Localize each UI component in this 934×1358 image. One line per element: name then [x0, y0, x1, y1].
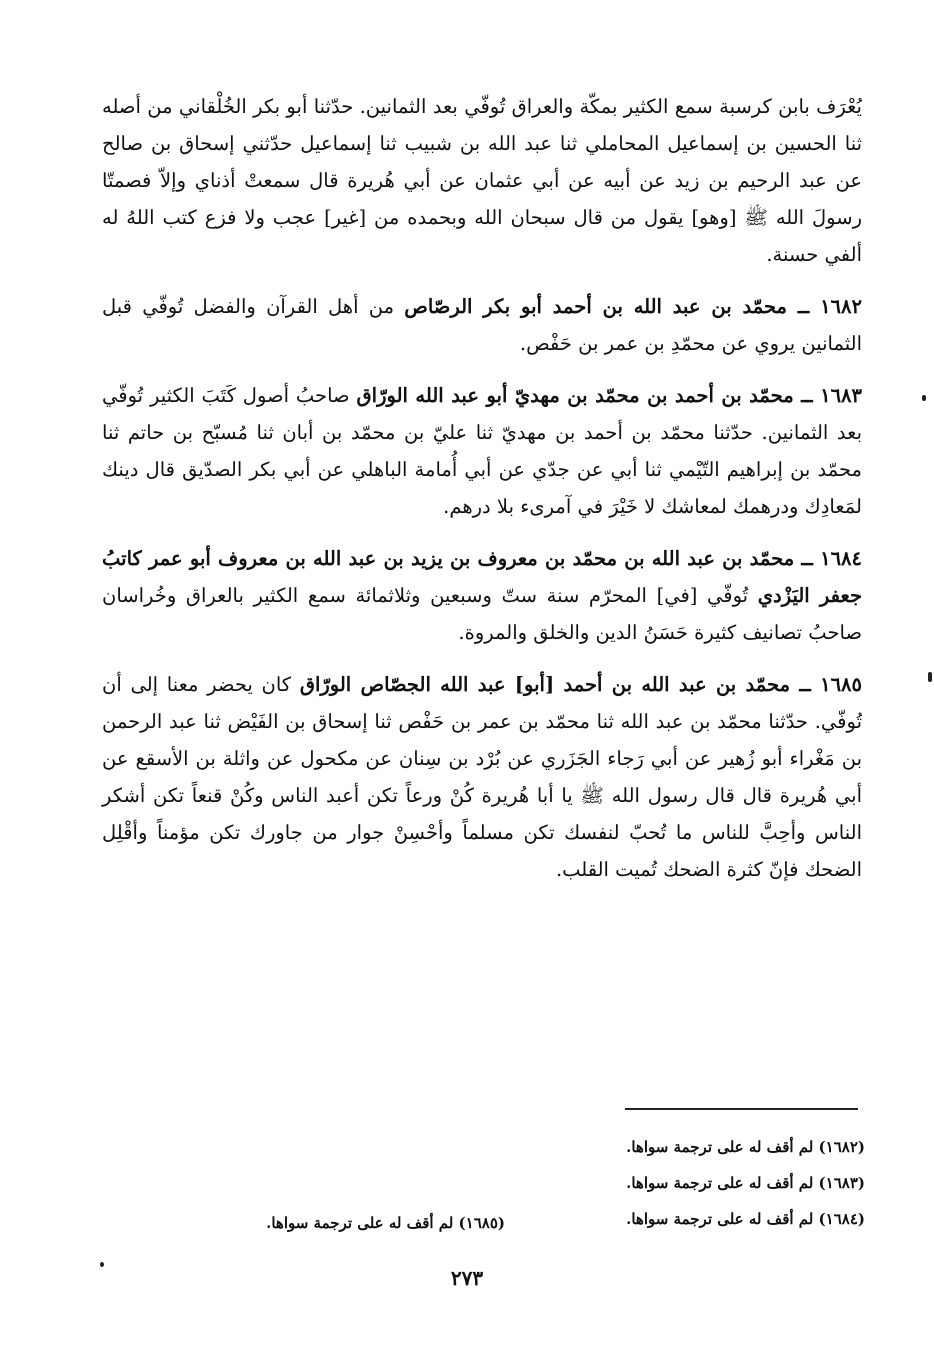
- entry-text: صاحبُ أصول كَتَبَ الكثير تُوفّي بعد الثمانين. حدّثنا محمّد بن أحمد بن مهديّ ثنا عليّ بن محمّد بن أبان ثنا مُسبّح بن حاتم ثنا محمّد بن إبراهيم التّيْمي ثنا أبي عن جدّي عن أبي أُمامة الباهلي عن أبي بكر الصدّيق قال دينك لمَعادِك ودرهمك لمعاشك لا خَيْرَ في آمرىء بلا درهم.: [102, 384, 862, 518]
- page-number: ٢٧٣: [450, 1266, 484, 1290]
- footnote-1683: (١٦٨٣) لم أقف له على ترجمة سواها.: [626, 1174, 865, 1192]
- entry-text: يُعْرَف بابن كرسبة سمع الكثير بمكّة والعراق تُوفّي بعد الثمانين. حدّثنا أبو بكر الخُلْقاني من أصله ثنا الحسين بن إسماعيل المحاملي ثنا عبد الله بن شبيب ثنا إسماعيل حدّثني إسحاق بن صالح عن عبد الرحيم بن زيد عن أبيه عن أبي عثمان عن أبي هُريرة قال سمعتْ أذناي وإلاّ فصمتّا رسولَ الله ﷺ [وهو] يقول من قال سبحان الله وبحمده من [غير] عجب ولا فزع كتب اللهُ له ألفي حسنة.: [102, 95, 862, 266]
- entry-heading: ١٦٨٤ ــ محمّد بن عبد الله بن محمّد بن معروف بن يزيد بن عبد الله بن معروف أبو عمر كاتبُ جعفر اليَزْدي: [102, 547, 863, 607]
- scan-speck: [100, 1262, 104, 1267]
- scan-speck: [922, 395, 926, 401]
- entry-1684: [102, 540, 862, 651]
- entry-heading: ١٦٨٥ ــ محمّد بن عبد الله بن أحمد [أبو] عبد الله الجصّاص الورّاق: [299, 673, 862, 696]
- footnote-1685: (١٦٨٥) لم أقف له على ترجمة سواها.: [266, 1214, 505, 1232]
- entry-heading: ١٦٨٢ ــ محمّد بن عبد الله بن أحمد أبو بكر الرصّاص: [404, 295, 862, 318]
- scan-speck: [928, 672, 932, 682]
- main-text: [102, 88, 862, 903]
- entry-1682: [102, 288, 862, 362]
- entry-text: كان يحضر معنا إلى أن تُوفّي. حدّثنا محمّد بن عبد الله ثنا محمّد بن عمر بن حَفْص ثنا إسحاق بن الفَيْض ثنا عبد الرحمن بن مَغْراء أبو زُهير عن أبي رَجاء الجَزَري عن بُرْد بن سِنان عن مكحول عن واثلة بن الأسقع عن أبي هُريرة قال قال رسول الله ﷺ يا أبا هُريرة كُنْ ورعاً تكن أعبد الناس وكُنْ قنعاً تكن أشكر الناس وأحِبَّ للناس ما تُحبّ لنفسك تكن مسلماً وأحْسِنْ جوار من جاورك تكن مؤمناً وأقْلِل الضحك فإنّ كثرة الضحك تُميت القلب.: [102, 673, 862, 881]
- footnote-1682: (١٦٨٢) لم أقف له على ترجمة سواها.: [626, 1138, 865, 1156]
- entry-1685: [102, 666, 862, 888]
- footnote-1684: (١٦٨٤) لم أقف له على ترجمة سواها.: [626, 1210, 865, 1228]
- footnotes: [100, 1138, 865, 1248]
- paragraph-continuation: [102, 88, 862, 273]
- entry-1683: [102, 377, 862, 525]
- entry-text: من أهل القرآن والفضل تُوفّي قبل الثمانين يروي عن محمّدِ بن عمر بن حَفْص.: [102, 295, 862, 355]
- entry-text: تُوفّي [في] المحرّم سنة ستّ وسبعين وثلاثمائة سمع الكثير بالعراق وخُراسان صاحبُ تصانيف كثيرة حَسَنُ الدين والخلق والمروة.: [102, 584, 862, 644]
- entry-heading: ١٦٨٣ ــ محمّد بن أحمد بن محمّد بن مهديّ أبو عبد الله الورّاق: [356, 384, 863, 407]
- footnote-separator: [625, 1108, 858, 1110]
